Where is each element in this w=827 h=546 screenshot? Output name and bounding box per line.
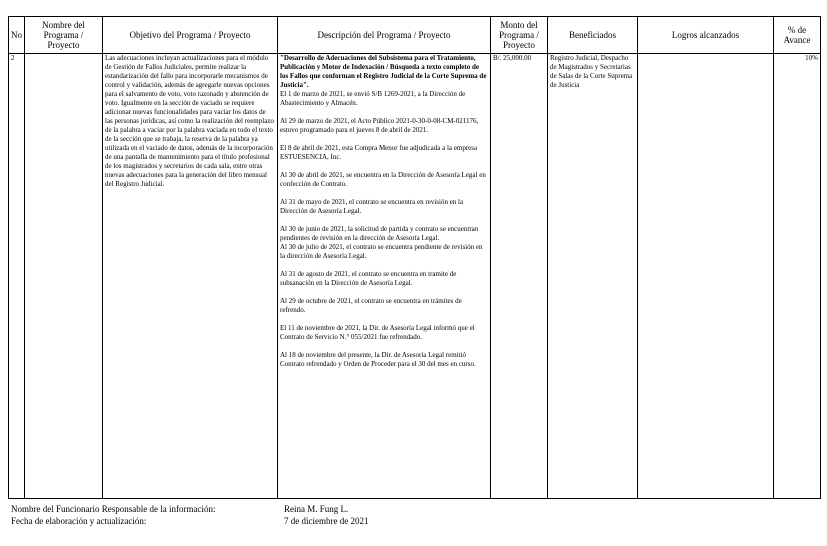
header-beneficiados: Beneficiados [548, 17, 638, 54]
cell-no: 2 [9, 54, 25, 499]
descripcion-entry: Al 31 de agosto de 2021, el contrato se encuentra en tramite de subsanación en la Dirección de Asesoría Legal. [280, 270, 457, 287]
cell-objetivo: Las adecuaciones incluyan actualizaciones para el módulo de Gestión de Fallos Judiciales, permite realizar la estandarización del fallo para incorporarle mecanismos de control y validación, además de agregarle nuevas opciones para el salvamento de voto, voto razonado y abstención de voto. Igualmente en la sección de vaciado se requiere adicionar nuevas funcionalidades para vaciar los datos de las personas jurídicas, así como la realización del reemplazo de la palabra a vaciar por la palabra vaciada en todo el texto de la sección que se trabaja, la reserva de la palabra ya utilizada en el vaciado de datos, además de la incorporación de una pantalla de mantenimiento para el título profesional de los magistrados y secretarios de cada sala, entre otras nuevas adecuaciones para la generación del libro mensual del Registro Judicial. [103, 54, 278, 499]
cell-monto: B/. 25,000.00 [491, 54, 548, 499]
descripcion-entry: Al 31 de mayo de 2021, el contrato se encuentra en revisión en la Dirección de Asesoría Legal. [280, 198, 464, 215]
header-avance: % de Avance [774, 17, 821, 54]
descripcion-entry: El 1 de marzo de 2021, se envió S/B 1269-2021, a la Dirección de Abastecimiento y Almacén. [280, 90, 466, 107]
responsable-label: Nombre del Funcionario Responsable de la información: [11, 504, 216, 514]
cell-avance: 10% [774, 54, 821, 499]
table-row [9, 54, 821, 499]
cell-nombre [25, 54, 103, 499]
descripcion-entry: El 8 de abril de 2021, esta Compra Menor fue adjudicada a la empresa ESTUESENCIA, Inc. [280, 144, 478, 161]
responsable-value: Reina M. Fung L. [284, 504, 349, 514]
descripcion-entry: Al 29 de octubre de 2021, el contrato se encuentra en trámites de refrendo. [280, 297, 462, 314]
descripcion-title: "Desarrollo de Adecuaciones del Subsistema para el Tratamiento, Publicación y Motor de Indexación / Búsqueda a texto completo de los Fallos que conforman el Registro Judicial de la Corte Suprema de Justicia". [280, 54, 487, 89]
descripcion-entry: Al 30 de abril de 2021, se encuentra en la Dirección de Asesoría Legal en confección de Contrato. [280, 171, 486, 188]
table-header-row [9, 17, 821, 54]
descripcion-entry: Al 30 de julio de 2021, el contrato se encuentra pendiente de revisión en la dirección de Asesoría Legal. [280, 243, 483, 260]
header-monto: Monto del Programa / Proyecto [491, 17, 548, 54]
program-report-table [8, 16, 821, 499]
fecha-value: 7 de diciembre de 2021 [284, 516, 369, 526]
descripcion-entry: Al 30 de junio de 2021, la solicitud de partida y contrato se encuentran pendientes de revisión en la dirección de Asesoría Legal. [280, 225, 479, 242]
header-nombre: Nombre del Programa / Proyecto [25, 17, 103, 54]
descripcion-entry: El 11 de noviembre de 2021, la Dir. de Asesoría Legal informó que el Contrato de Servicio N.° 055/2021 fue refrendado. [280, 324, 475, 341]
descripcion-entry: Al 29 de marzo de 2021, el Acto Público 2021-0-30-0-08-CM-021176, estuvo programado para el jueves 8 de abril de 2021. [280, 117, 479, 134]
descripcion-entry: Al 18 de noviembre del presente, la Dir. de Asesoría Legal remitió Contrato refrendado y Orden de Proceder para el 30 del mes en curso. [280, 351, 476, 368]
header-logros: Logros alcanzados [638, 17, 774, 54]
cell-logros [638, 54, 774, 499]
header-no: No [9, 17, 25, 54]
cell-descripcion [278, 54, 491, 499]
fecha-label: Fecha de elaboración y actualización: [11, 516, 147, 526]
header-descripcion: Descripción del Programa / Proyecto [278, 17, 491, 54]
header-objetivo: Objetivo del Programa / Proyecto [103, 17, 278, 54]
cell-beneficiados: Registro Judicial, Despacho de Magistrados y Secretarias de Salas de la Corte Suprema de Justicia [548, 54, 638, 499]
